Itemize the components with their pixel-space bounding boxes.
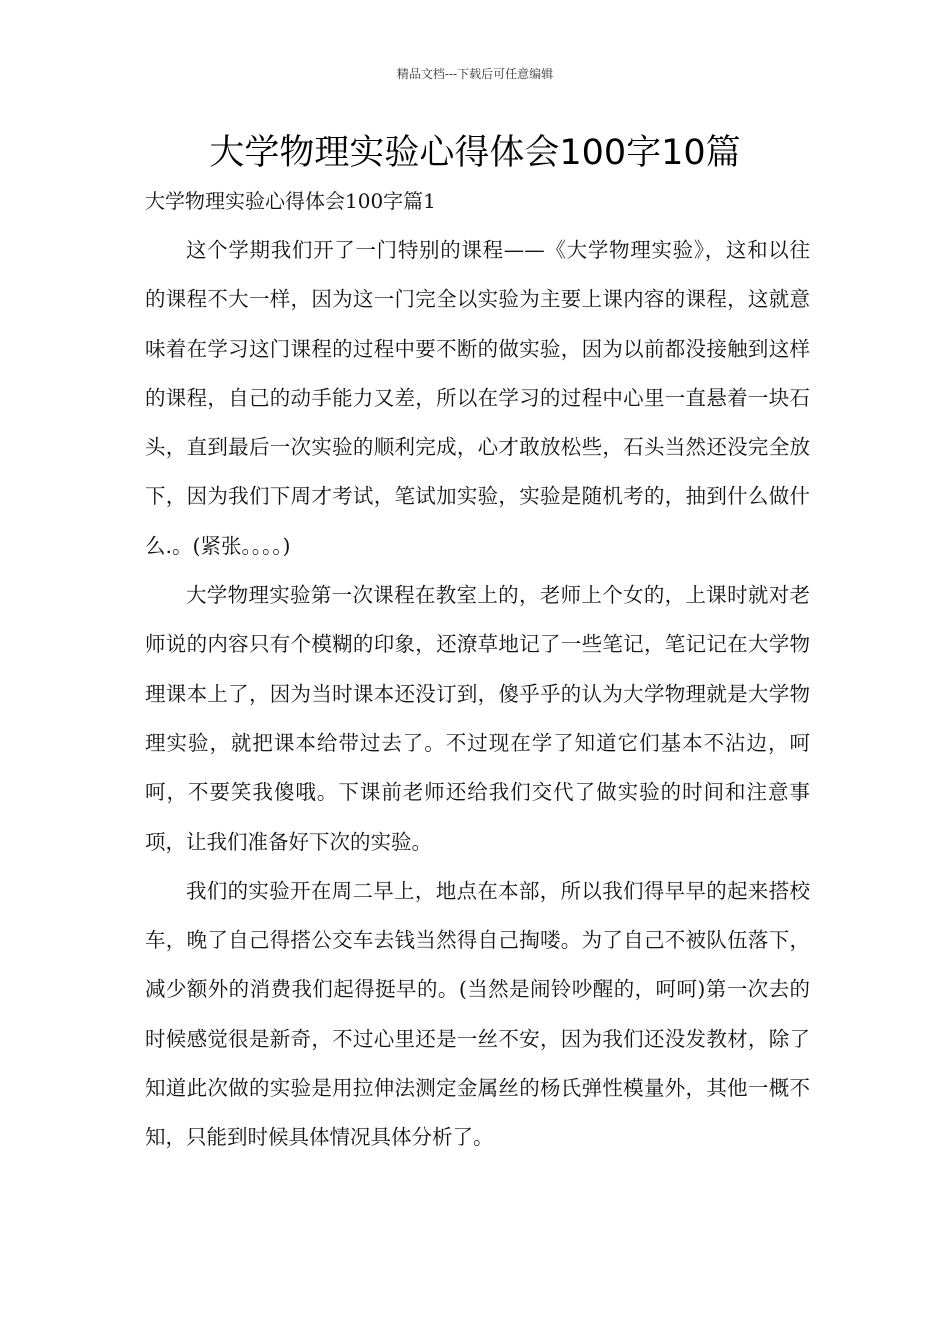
paragraph-3: 我们的实验开在周二早上，地点在本部，所以我们得早早的起来搭校车，晚了自己得搭公交车去钱当然得自己掏喽。为了自己不被队伍落下，减少额外的消费我们起得挺早的。(当然是闹铃吵醒的，呵呵)第一次去的时候感觉很是新奇，不过心里还是一丝不安，因为我们还没发教材，除了知道此次做的实验是用拉伸法测定金属丝的杨氏弹性模量外，其他一概不知，只能到时候具体情况具体分析了。 [145, 878, 810, 1150]
document-title: 大学物理实验心得体会100字10篇 [209, 133, 741, 173]
section-heading: 大学物理实验心得体会100字篇1 [145, 189, 436, 213]
header-note: 精品文档---下载后可任意编辑 [396, 67, 554, 81]
body-text [145, 226, 810, 1163]
paragraph-2: 大学物理实验第一次课程在教室上的，老师上个女的，上课时就对老师说的内容只有个模糊的印象，还潦草地记了一些笔记，笔记记在大学物理课本上了，因为当时课本还没订到，傻乎乎的认为大学物理就是大学物理实验，就把课本给带过去了。不过现在学了知道它们基本不沾边，呵呵，不要笑我傻哦。下课前老师还给我们交代了做实验的时间和注意事项，让我们准备好下次的实验。 [145, 583, 810, 854]
paragraph-1: 这个学期我们开了一门特别的课程——《大学物理实验》，这和以往的课程不大一样，因为这一门完全以实验为主要上课内容的课程，这就意味着在学习这门课程的过程中要不断的做实验，因为以前都没接触到这样的课程，自己的动手能力又差，所以在学习的过程中心里一直悬着一块石头，直到最后一次实验的顺利完成，心才敢放松些，石头当然还没完全放下，因为我们下周才考试，笔试加实验，实验是随机考的，抽到什么做什么.。(紧张。。。。) [145, 238, 810, 558]
